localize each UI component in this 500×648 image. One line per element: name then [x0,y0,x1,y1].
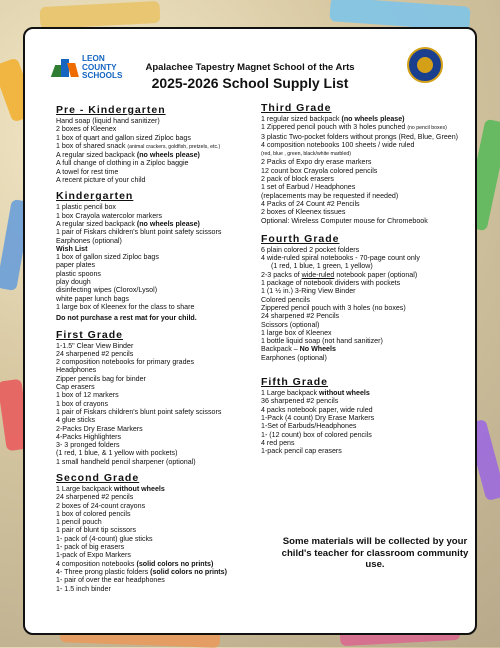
list-item [261,304,471,312]
list-item [261,167,471,175]
list-item [56,535,261,543]
section-second-grade [56,472,261,593]
item-text: 2 boxes of Kleenex tissues [261,208,346,217]
item-text: 1 small handheld pencil sharpener (optional) [56,457,196,466]
item-text: 1-Set of Earbuds/Headphones [261,422,357,431]
item-text: 1 box of 12 markers [56,391,119,400]
list-item [56,543,261,551]
list-item [56,441,261,449]
list-item [56,358,261,366]
item-text: plastic spoons [56,269,101,278]
list-item [261,149,471,158]
item-text: A regular sized backpack [56,219,137,228]
item-text: A recent picture of your child [56,176,146,185]
item-bold-text: No Wheels [299,345,336,354]
item-text: 1 box of shared snack [56,141,128,150]
list-item [56,383,261,391]
list-item [56,510,261,518]
item-bold-text: without wheels [318,389,370,398]
item-text: 1 pair of Fiskars children's blunt point safety scissors [56,407,222,416]
item-text: (replacements may be requested if needed) [261,191,399,200]
list-item [261,354,471,362]
list-item [56,159,261,167]
list-item [56,568,261,576]
item-text: 3- 3 pronged folders [56,441,120,450]
item-text: Earphones (optional) [261,353,327,362]
item-text: 24 sharpened #2 pencils [56,493,134,502]
item-text: Hand soap (liquid hand sanitizer) [56,117,160,125]
list-item [56,261,261,269]
section-third-grade [261,102,471,225]
pencil-doodle [40,1,161,29]
page-title: 2025-2026 School Supply List [151,75,349,91]
item-text: white paper lunch bags [56,294,129,303]
item-small-text: (animal crackers, goldfish, pretzels, etc.) [127,143,221,150]
item-text: 2-3 packs of [261,270,302,279]
item-text: paper plates [56,261,96,270]
item-text: 1 bottle liquid soap (not hand sanitizer) [261,337,383,346]
item-text: 12 count box Crayola colored pencils [261,166,378,175]
right-column [261,102,471,461]
item-text: 4 composition notebooks 100 sheets / wide ruled [261,140,415,149]
item-text: 1 pair of Fiskars children's blunt point safety scissors [56,228,222,237]
item-text: 1 box of crayons [56,399,109,408]
list-item [261,329,471,337]
item-text: 1- pack of big erasers [56,543,125,552]
list-item [56,270,261,278]
list-item [56,125,261,133]
section-fourth-grade [261,233,471,362]
item-text: 2 boxes of Kleenex [56,125,117,134]
list-item [261,208,471,216]
section-heading: First Grade [56,328,124,341]
item-text: 1-pack of Expo Markers [56,551,131,560]
section-heading: Fourth Grade [261,232,340,245]
list-item [56,560,261,568]
list-item [56,425,261,433]
list-item [261,158,471,166]
section-prek [56,104,261,184]
item-text: 36 sharpened #2 pencils [261,397,339,406]
list-item [56,176,261,184]
list-item [56,342,261,350]
item-text: 2-Packs Dry Erase Markers [56,424,143,433]
list-item [261,287,471,295]
item-bold-text: without wheels [113,484,165,493]
item-bold-text: (solid colors no prints) [136,559,214,568]
list-item [261,115,471,123]
item-text: notebook paper (optional) [334,270,418,279]
list-item [56,400,261,408]
section-kindergarten [56,190,261,322]
item-text: 1 pencil pouch [56,518,102,527]
item-bold-text: (solid colors no prints) [150,567,227,576]
item-text: 4 composition notebooks [56,559,137,568]
item-text: 1 Large backpack [56,484,114,493]
item-text: Earphones (optional) [56,236,122,245]
item-underlined-text: wide-ruled [301,270,335,279]
item-small-text: (red, blue , green, black/white marbled) [261,151,351,158]
list-item [261,447,471,455]
item-text: 1 pair of blunt tip scissors [56,526,137,535]
list-item [261,345,471,353]
list-item [56,518,261,526]
item-text: Scissors (optional) [261,320,320,329]
list-item [56,502,261,510]
list-item [261,175,471,183]
list-item [56,286,261,294]
list-item [56,295,261,303]
item-bold-text: (no wheels please) [136,219,200,228]
list-item [261,246,471,254]
item-bold-text: (no wheels please) [341,115,405,123]
list-item [261,279,471,287]
list-item [261,192,471,200]
list-item [56,458,261,466]
list-item [56,151,261,159]
section-heading: Second Grade [56,471,140,484]
item-text: 2 boxes of 24-count crayons [56,501,146,510]
list-item [56,117,261,125]
item-text: 1 (1 ½ in.) 3-Ring View Binder [261,287,356,296]
item-bold-text: (no wheels please) [136,151,200,160]
item-text: 1 set of Earbud / Headphones [261,183,356,192]
item-text: 4 glue sticks [56,416,96,425]
item-text: 4- Three prong plastic folders [56,567,151,576]
item-text: 1 large box of Kleenex [261,328,332,337]
item-text: 2 composition notebooks for primary grades [56,358,195,367]
list-item [261,141,471,149]
item-text: Backpack – [261,345,300,354]
district-logo-text: LEON COUNTY SCHOOLS [82,54,123,80]
list-item [261,439,471,447]
item-text: Colored pencils [261,295,310,304]
rest-mat-note: Do not purchase a rest mat for your child. [56,314,197,323]
section-heading: Kindergarten [56,190,134,203]
item-text: 1 box of gallon sized Ziploc bags [56,253,159,262]
item-text: Zipper pencils bag for binder [56,374,146,383]
section-fifth-grade [261,376,471,455]
item-text: 1 box Crayola watercolor markers [56,211,163,220]
list-item [261,406,471,414]
list-item [261,337,471,345]
list-item [56,391,261,399]
list-item [261,397,471,405]
list-item [261,183,471,191]
list-item [56,134,261,142]
list-item [261,217,471,225]
item-text: disinfecting wipes (Clorox/Lysol) [56,286,158,295]
wish-list-title: Wish List [56,244,88,253]
item-text: 3 plastic Two-pocket folders without prongs (Red, Blue, Green) [261,132,459,141]
list-item [56,253,261,261]
list-item [261,422,471,430]
list-item [261,262,471,270]
item-text: Optional: Wireless Computer mouse for Chromebook [261,216,428,225]
list-item [56,168,261,176]
item-text: A towel for rest time [56,167,119,176]
list-item [56,366,261,374]
item-text: 1 box of colored pencils [56,509,131,518]
list-item [56,585,261,593]
item-text: 24 sharpened #2 pencils [56,349,134,358]
left-column [56,104,261,599]
item-text: 1 regular sized backpack [261,115,342,123]
list-item [56,142,261,151]
item-text: 1 Large backpack [261,389,319,398]
school-name: Apalachee Tapestry Magnet School of the Arts [145,62,355,73]
list-item [261,133,471,141]
list-item [261,271,471,279]
list-item [56,576,261,584]
item-small-text: (no pencil boxes) [407,125,447,132]
item-text: 1-1.5" Clear View Binder [56,341,134,350]
item-text: 1- (12 count) box of colored pencils [261,430,372,439]
supply-list-sheet [23,27,477,635]
list-item [261,321,471,329]
item-text: 1 package of notebook dividers with pockets [261,279,401,288]
list-item [261,312,471,320]
item-text: 1 plastic pencil box [56,203,116,212]
list-item [56,350,261,358]
list-item [56,237,261,245]
list-item [56,485,261,493]
list-item [56,203,261,211]
section-heading: Fifth Grade [261,376,329,389]
item-text: 1- 1.5 inch binder [56,584,111,593]
list-item [56,408,261,416]
list-item [56,212,261,220]
list-item [56,433,261,441]
item-text: 4-Packs Highlighters [56,432,122,441]
list-item [56,278,261,286]
item-text: 6 plain colored 2 pocket folders [261,245,360,254]
item-text: 1 Zippered pencil pouch with 3 holes punched [261,123,408,132]
list-item [261,431,471,439]
item-text: 1-Pack (4 count) Dry Erase Markers [261,413,375,422]
section-heading: Third Grade [261,102,332,114]
list-item [56,303,261,311]
item-text: Zippered pencil pouch with 3 holes (no boxes) [261,303,406,312]
item-text: 1-pack pencil cap erasers [261,447,342,456]
collection-note: Some materials will be collected by your child's teacher for classroom community use. [281,536,469,570]
item-text: 1 box of quart and gallon sized Ziploc bags [56,133,191,142]
list-item [261,254,471,262]
item-text: (1 red, 1 blue, & 1 yellow with pockets) [56,449,178,458]
list-item [261,414,471,422]
list-item [261,389,471,397]
item-text: 2 Packs of Expo dry erase markers [261,158,372,167]
item-text: 24 sharpened #2 Pencils [261,312,340,321]
item-text: 1 large box of Kleenex for the class to share [56,302,195,311]
list-item [56,375,261,383]
item-text: Cap erasers [56,383,95,392]
list-item [56,228,261,236]
item-text: 4 packs notebook paper, wide ruled [261,405,373,414]
item-text: play dough [56,278,91,287]
item-text: 2 pack of block erasers [261,175,334,184]
list-item [56,493,261,501]
item-text: 4 wide-ruled spiral notebooks - 70-page count only [261,254,420,263]
item-text: (1 red, 1 blue, 1 green, 1 yellow) [271,262,373,271]
list-item [261,200,471,208]
section-heading: Pre - Kindergarten [56,104,166,116]
item-text: 4 Packs of 24 Count #2 Pencils [261,199,360,208]
list-item [56,220,261,228]
section-first-grade [56,329,261,466]
list-item [56,526,261,534]
item-text: 1- pair of over the ear headphones [56,576,165,585]
list-item [56,449,261,457]
item-text: Headphones [56,366,97,375]
item-text: A regular sized backpack [56,151,137,160]
list-item [261,296,471,304]
item-text: 1- pack of (4-count) glue sticks [56,534,153,543]
item-text: 4 red pens [261,438,295,447]
list-item [56,551,261,559]
item-text: A full change of clothing in a Ziploc baggie [56,159,189,168]
list-item [56,416,261,424]
list-item [261,123,471,132]
